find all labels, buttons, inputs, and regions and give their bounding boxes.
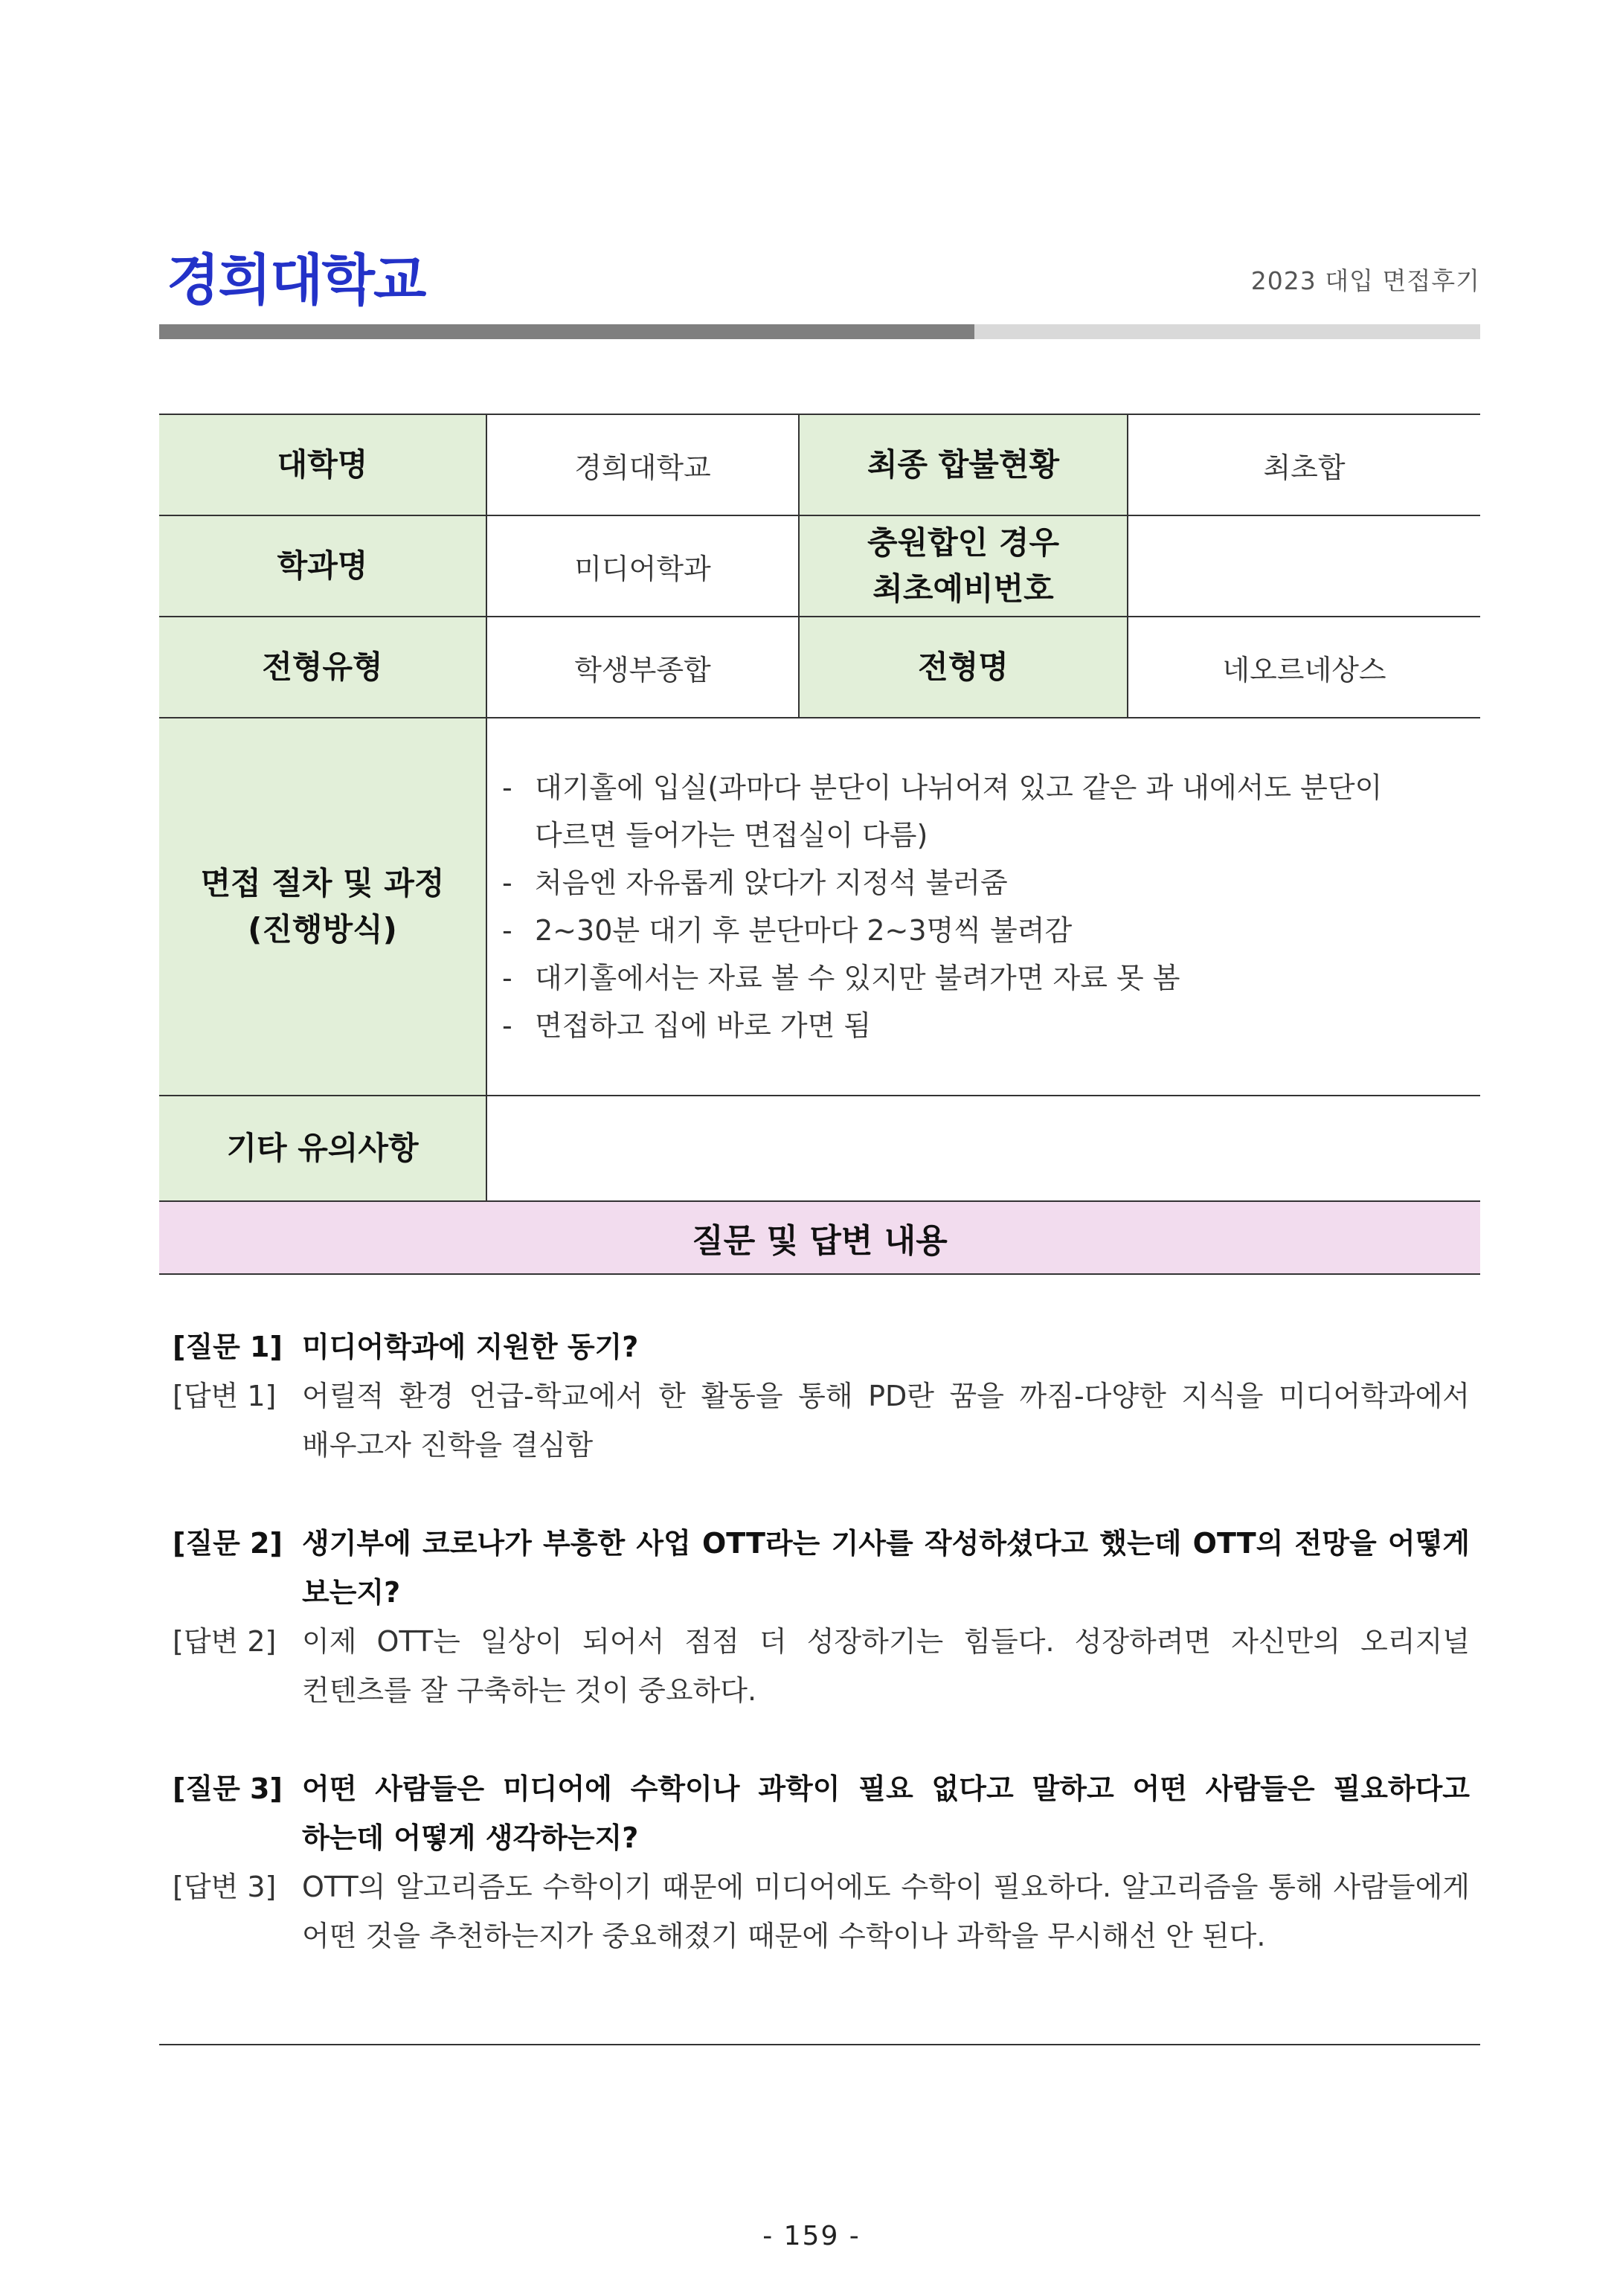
admission-name-value: 네오르네상스 bbox=[1128, 617, 1480, 718]
answer-text: 이제 OTT는 일상이 되어서 점점 더 성장하기는 힘들다. 성장하려면 자신만의 오리지널 컨텐츠를 잘 구축하는 것이 중요하다. bbox=[302, 1625, 1470, 1707]
answer-label: [답변 1] bbox=[173, 1380, 277, 1412]
university-value: 경희대학교 bbox=[486, 414, 799, 515]
list-item: - 면접하고 집에 바로 가면 됨 bbox=[502, 1002, 1467, 1049]
question-row bbox=[173, 1764, 1470, 1862]
answer-row bbox=[173, 1372, 1470, 1470]
procedure-list bbox=[486, 718, 1480, 1096]
list-item: - 2~30분 대기 후 분단마다 2~3명씩 불려감 bbox=[502, 907, 1467, 954]
procedure-item-text: 처음엔 자유롭게 앉다가 지정석 불러줌 bbox=[535, 866, 1008, 899]
question-row bbox=[173, 1519, 1470, 1617]
answer-label: [답변 2] bbox=[173, 1625, 277, 1658]
qa-item bbox=[173, 1322, 1470, 1470]
table-row bbox=[159, 617, 1480, 718]
waitlist-label-line2: 최초예비번호 bbox=[872, 570, 1054, 607]
university-label: 대학명 bbox=[159, 414, 486, 515]
other-notes-label: 기타 유의사항 bbox=[159, 1096, 486, 1201]
admission-name-label: 전형명 bbox=[799, 617, 1128, 718]
department-label: 학과명 bbox=[159, 515, 486, 617]
qa-item bbox=[173, 1764, 1470, 1961]
procedure-item-text: 2~30분 대기 후 분단마다 2~3명씩 불려감 bbox=[535, 914, 1073, 947]
waitlist-value bbox=[1128, 515, 1480, 617]
waitlist-label-line1: 충원합인 경우 bbox=[867, 524, 1060, 561]
qa-item bbox=[173, 1519, 1470, 1715]
final-result-label: 최종 합불현황 bbox=[799, 414, 1128, 515]
procedure-item-text: 면접하고 집에 바로 가면 됨 bbox=[535, 1009, 872, 1042]
table-row bbox=[159, 414, 1480, 515]
question-label: [질문 1] bbox=[173, 1331, 283, 1363]
header-divider-light bbox=[974, 324, 1480, 339]
list-item: - 처음엔 자유롭게 앉다가 지정석 불러줌 bbox=[502, 859, 1467, 907]
page-number: - 159 - bbox=[762, 2221, 861, 2251]
answer-label: [답변 3] bbox=[173, 1871, 277, 1903]
table-row bbox=[159, 1096, 1480, 1201]
admission-type-value: 학생부종합 bbox=[486, 617, 799, 718]
question-text: 미디어학과에 지원한 동기? bbox=[302, 1331, 639, 1363]
answer-row bbox=[173, 1617, 1470, 1715]
procedure-item-text: 대기홀에서는 자료 볼 수 있지만 불려가면 자료 못 봄 bbox=[535, 962, 1180, 994]
qa-section-header: 질문 및 답변 내용 bbox=[159, 1201, 1480, 1274]
question-row bbox=[173, 1322, 1470, 1372]
waitlist-label bbox=[799, 515, 1128, 617]
list-item: - 대기홀에서는 자료 볼 수 있지만 불려가면 자료 못 봄 bbox=[502, 954, 1467, 1002]
other-notes-value bbox=[486, 1096, 1480, 1201]
document-subtitle: 2023 대입 면접후기 bbox=[1250, 266, 1480, 295]
answer-text: OTT의 알고리즘도 수학이기 때문에 미디어에도 수학이 필요하다. 알고리즘을 통해 사람들에게 어떤 것을 추천하는지가 중요해졌기 때문에 수학이나 과학을 무시해선 안 된다. bbox=[302, 1871, 1470, 1952]
question-text: 어떤 사람들은 미디어에 수학이나 과학이 필요 없다고 말하고 어떤 사람들은 필요하다고 하는데 어떻게 생각하는지? bbox=[302, 1772, 1470, 1854]
header-divider-dark bbox=[159, 324, 974, 339]
question-text: 생기부에 코로나가 부흥한 사업 OTT라는 기사를 작성하셨다고 했는데 OTT의 전망을 어떻게 보는지? bbox=[302, 1527, 1470, 1609]
qa-section bbox=[173, 1322, 1470, 2010]
question-label: [질문 3] bbox=[173, 1772, 283, 1805]
table-row bbox=[159, 515, 1480, 617]
procedure-label bbox=[159, 718, 486, 1096]
table-row bbox=[159, 1201, 1480, 1274]
answer-row bbox=[173, 1862, 1470, 1961]
table-row bbox=[159, 718, 1480, 1096]
procedure-label-line2: (진행방식) bbox=[248, 911, 397, 948]
answer-text: 어릴적 환경 언급-학교에서 한 활동을 통해 PD란 꿈을 까짐-다양한 지식을 미디어학과에서 배우고자 진학을 결심함 bbox=[302, 1380, 1470, 1461]
list-item: - 대기홀에 입실(과마다 분단이 나뉘어져 있고 같은 과 내에서도 분단이 다르면 들어가는 면접실이 다름) bbox=[502, 764, 1467, 859]
procedure-label-line1: 면접 절차 및 과정 bbox=[200, 865, 445, 901]
question-label: [질문 2] bbox=[173, 1527, 283, 1560]
admission-type-label: 전형유형 bbox=[159, 617, 486, 718]
bottom-divider bbox=[159, 2044, 1480, 2045]
procedure-item-text: 대기홀에 입실(과마다 분단이 나뉘어져 있고 같은 과 내에서도 분단이 다르면 들어가는 면접실이 다름) bbox=[535, 771, 1383, 852]
department-value: 미디어학과 bbox=[486, 515, 799, 617]
final-result-value: 최초합 bbox=[1128, 414, 1480, 515]
page-title: 경희대학교 bbox=[167, 248, 425, 312]
interview-info-table bbox=[159, 414, 1480, 1275]
